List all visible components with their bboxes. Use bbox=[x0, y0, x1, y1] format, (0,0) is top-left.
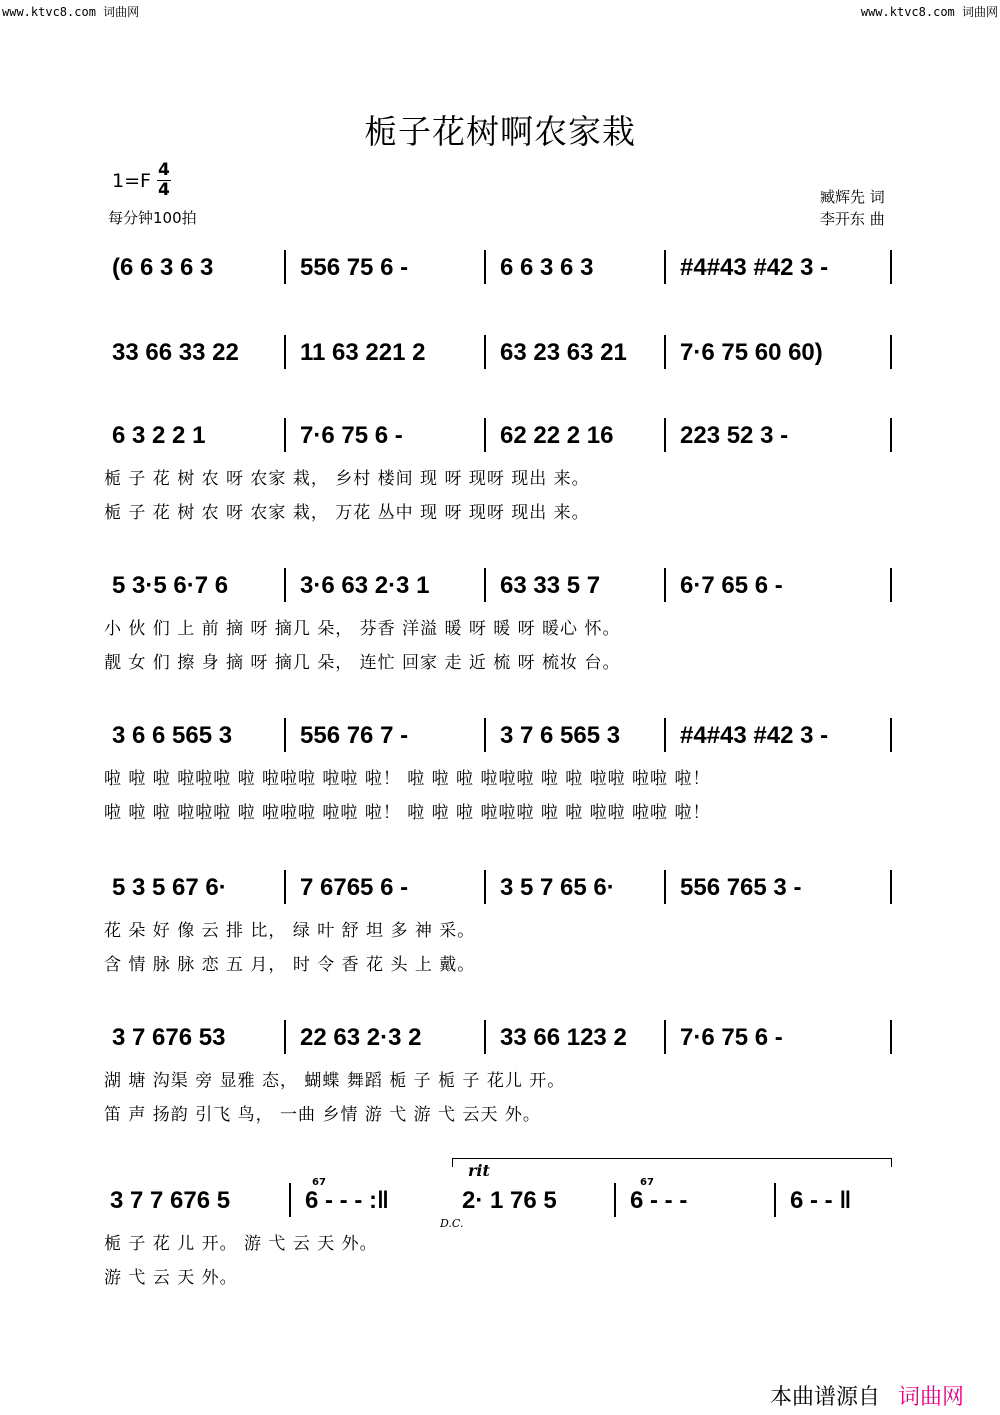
barline bbox=[289, 1183, 291, 1217]
dc-marking: D.C. bbox=[440, 1217, 464, 1230]
notes-row bbox=[0, 1185, 1000, 1221]
barline bbox=[484, 335, 486, 369]
barline bbox=[664, 1020, 666, 1054]
measure: 62 22 2 16 bbox=[500, 422, 614, 449]
barline bbox=[664, 870, 666, 904]
barline bbox=[284, 1020, 286, 1054]
measure: 7·6 75 6 - bbox=[300, 422, 403, 449]
time-sig-top: 4 bbox=[158, 160, 170, 180]
measure: 3·6 63 2·3 1 bbox=[300, 572, 430, 599]
measure: 2· 1 76 5 bbox=[462, 1187, 557, 1214]
barline bbox=[284, 335, 286, 369]
barline bbox=[664, 718, 666, 752]
song-title: 栀子花树啊农家栽 bbox=[364, 112, 636, 151]
measure: 22 63 2·3 2 bbox=[300, 1024, 422, 1051]
measure: 223 52 3 - bbox=[680, 422, 789, 449]
footer bbox=[770, 1380, 964, 1411]
lyric-verse-2: 啦 啦 啦 啦啦啦 啦 啦啦啦 啦啦 啦！ 啦 啦 啦 啦啦啦 啦 啦 啦啦 啦啦 啦！ bbox=[104, 803, 711, 823]
measure: (6 6 3 6 3 bbox=[112, 254, 214, 281]
notes-row bbox=[0, 252, 1000, 288]
barline bbox=[664, 418, 666, 452]
lyric-verse-1: 花 朵 好 像 云 排 比， 绿 叶 舒 坦 多 神 采。 bbox=[104, 921, 476, 941]
notes-row bbox=[0, 570, 1000, 606]
composer: 李开东 曲 bbox=[820, 210, 885, 228]
barline bbox=[890, 718, 892, 752]
measure: #4#43 #42 3 - bbox=[680, 254, 829, 281]
measure: 3 7 6 565 3 bbox=[500, 722, 621, 749]
volta-bracket bbox=[452, 1158, 892, 1167]
barline bbox=[614, 1183, 616, 1217]
notes-row bbox=[0, 420, 1000, 456]
lyric-verse-2: 靓 女 们 擦 身 摘 呀 摘几 朵， 连忙 回家 走 近 梳 呀 梳妆 台。 bbox=[104, 653, 621, 673]
measure: 556 76 7 - bbox=[300, 722, 409, 749]
time-sig-bottom: 4 bbox=[158, 180, 170, 200]
measure: 556 765 3 - bbox=[680, 874, 802, 901]
source-label: 本曲谱源自 bbox=[770, 1385, 881, 1410]
measure: 5 3·5 6·7 6 bbox=[112, 572, 229, 599]
barline bbox=[774, 1183, 776, 1217]
measure: 556 75 6 - bbox=[300, 254, 409, 281]
brand-link[interactable]: 词曲网 bbox=[898, 1385, 965, 1410]
barline bbox=[284, 250, 286, 284]
barline bbox=[284, 418, 286, 452]
rit-marking: rit bbox=[468, 1161, 490, 1180]
lyric-verse-2: 游 弋 云 天 外。 bbox=[104, 1268, 238, 1288]
measure: 6 - - ‖ bbox=[790, 1187, 852, 1214]
key-signature bbox=[112, 162, 171, 199]
lyric-verse-1: 小 伙 们 上 前 摘 呀 摘几 朵， 芬香 洋溢 暖 呀 暖 呀 暖心 怀。 bbox=[104, 619, 621, 639]
barline bbox=[484, 418, 486, 452]
lyric-verse-1: 啦 啦 啦 啦啦啦 啦 啦啦啦 啦啦 啦！ 啦 啦 啦 啦啦啦 啦 啦 啦啦 啦啦 啦！ bbox=[104, 769, 711, 789]
measure: 33 66 33 22 bbox=[112, 339, 239, 366]
lyric-verse-1: 湖 塘 沟渠 旁 显雅 态， 蝴蝶 舞蹈 栀 子 栀 子 花儿 开。 bbox=[104, 1071, 566, 1091]
barline bbox=[664, 568, 666, 602]
tempo: 每分钟100拍 bbox=[108, 209, 197, 227]
measure: 7 6765 6 - bbox=[300, 874, 409, 901]
lyric-verse-2: 笛 声 扬韵 引飞 鸟， 一曲 乡情 游 弋 游 弋 云天 外。 bbox=[104, 1105, 541, 1125]
measure: 11 63 221 2 bbox=[300, 339, 426, 366]
barline bbox=[664, 250, 666, 284]
measure: 63 33 5 7 bbox=[500, 572, 601, 599]
grace-note: 67 bbox=[312, 1177, 326, 1188]
lyric-verse-2: 栀 子 花 树 农 呀 农家 栽， 万花 丛中 现 呀 现呀 现出 来。 bbox=[104, 503, 590, 523]
key-label: 1=F bbox=[112, 169, 151, 192]
measure: 33 66 123 2 bbox=[500, 1024, 627, 1051]
lyric-verse-1: 栀 子 花 树 农 呀 农家 栽， 乡村 楼间 现 呀 现呀 现出 来。 bbox=[104, 469, 590, 489]
barline bbox=[890, 335, 892, 369]
measure: #4#43 #42 3 - bbox=[680, 722, 829, 749]
measure: 3 7 676 53 bbox=[112, 1024, 226, 1051]
measure: 3 5 7 65 6· bbox=[500, 874, 615, 901]
measure: 7·6 75 60 60) bbox=[680, 339, 823, 366]
barline bbox=[284, 718, 286, 752]
barline bbox=[484, 718, 486, 752]
measure: 3 7 7 676 5 bbox=[110, 1187, 231, 1214]
barline bbox=[284, 870, 286, 904]
notes-row bbox=[0, 1022, 1000, 1058]
barline bbox=[890, 250, 892, 284]
lyric-verse-1: 栀 子 花 儿 开。 游 弋 云 天 外。 bbox=[104, 1234, 378, 1254]
notes-row bbox=[0, 872, 1000, 908]
measure: 6 - - - :‖ bbox=[305, 1187, 389, 1214]
measure: 3 6 6 565 3 bbox=[112, 722, 233, 749]
measure: 6·7 65 6 - bbox=[680, 572, 783, 599]
measure: 6 6 3 6 3 bbox=[500, 254, 594, 281]
measure: 6 - - - bbox=[630, 1187, 688, 1214]
barline bbox=[890, 418, 892, 452]
watermark-left: www.ktvc8.com 词曲网 bbox=[2, 5, 140, 19]
barline bbox=[284, 568, 286, 602]
lyric-verse-2: 含 情 脉 脉 恋 五 月， 时 令 香 花 头 上 戴。 bbox=[104, 955, 476, 975]
watermark-right: www.ktvc8.com 词曲网 bbox=[860, 5, 998, 19]
grace-note: 67 bbox=[640, 1177, 654, 1188]
barline bbox=[484, 1020, 486, 1054]
barline bbox=[890, 870, 892, 904]
notes-row bbox=[0, 720, 1000, 756]
measure: 5 3 5 67 6· bbox=[112, 874, 227, 901]
lyricist: 臧辉先 词 bbox=[820, 188, 885, 206]
measure: 6 3 2 2 1 bbox=[112, 422, 206, 449]
barline bbox=[890, 568, 892, 602]
barline bbox=[484, 250, 486, 284]
time-signature bbox=[157, 162, 171, 199]
barline bbox=[664, 335, 666, 369]
notes-row bbox=[0, 337, 1000, 373]
measure: 63 23 63 21 bbox=[500, 339, 627, 366]
measure: 7·6 75 6 - bbox=[680, 1024, 783, 1051]
barline bbox=[484, 870, 486, 904]
barline bbox=[484, 568, 486, 602]
barline bbox=[890, 1020, 892, 1054]
